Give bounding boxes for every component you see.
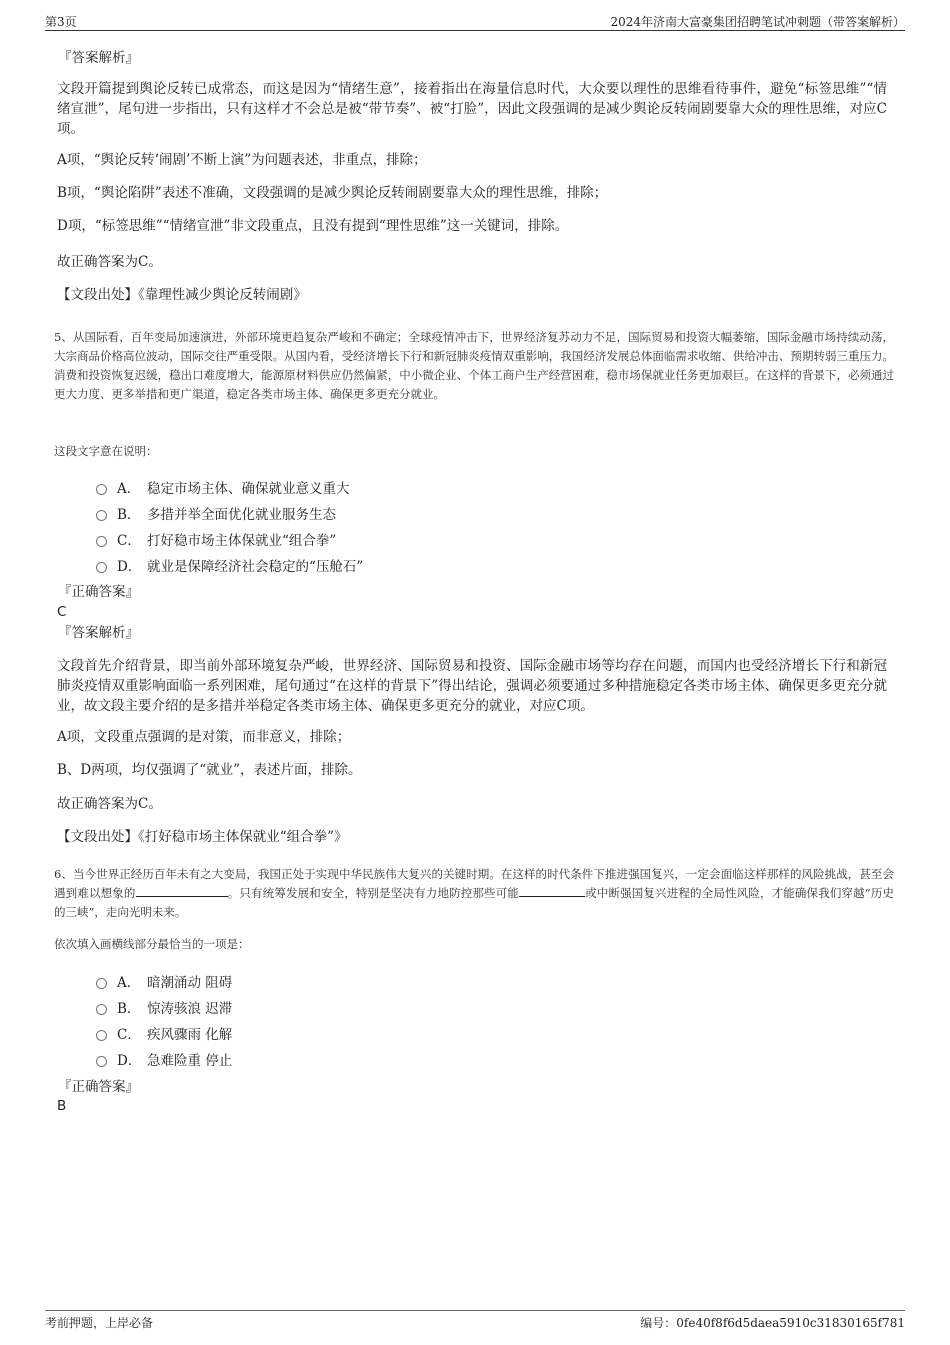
- radio-icon[interactable]: [96, 562, 107, 573]
- footer-slogan: 考前押题，上岸必备: [45, 1316, 154, 1330]
- q6-blank-1[interactable]: [136, 884, 228, 897]
- q6-option-a[interactable]: [96, 970, 232, 992]
- q4-analysis-paragraph: 文段开篇提到舆论反转已成常态，而这是因为“情绪生意”，接着指出在海量信息时代，大众要以理性的思维看待事件，避免“标签思维”“情绪宣泄”，尾句进一步指出，只有这样才不会总是被“带节奏”、被“打脸”，因此文段强调的是减少舆论反转闹剧要靠大众的理性思维，对应C项。: [57, 81, 887, 137]
- q6-option-a-letter: A．: [117, 975, 141, 991]
- q6-option-c[interactable]: [96, 1022, 232, 1044]
- q5-option-a[interactable]: [96, 476, 350, 498]
- q5-stem: 5、从国际看，百年变局加速演进，外部环境更趋复杂严峻和不确定；全球疫情冲击下，世界经济复苏动力不足，国际贸易和投资大幅萎缩，国际金融市场持续动荡，大宗商品价格高位波动，国际交往严重受限。从国内看，受经济增长下行和新冠肺炎疫情双重影响，我国经济发展总体面临需求收缩、供给冲击、预期转弱三重压力。消费和投资恢复迟缓，稳出口难度增大，能源原材料供应仍然偏紧，中小微企业、个体工商户生产经营困难，稳市场保就业任务更加艰巨。在这样的背景下，必须通过更大力度、更多举措和更广渠道，稳定各类市场主体、确保更多更充分就业。: [54, 330, 894, 401]
- q6-option-c-text: 疾风骤雨 化解: [147, 1027, 233, 1043]
- q5-option-c[interactable]: [96, 528, 336, 550]
- q5-option-c-letter: C．: [117, 533, 141, 549]
- q6-answer-label: 『正确答案』: [58, 1079, 139, 1095]
- q5-option-a-text: 稳定市场主体、确保就业意义重大: [147, 481, 350, 497]
- q5-analysis-option-a: A项，文段重点强调的是对策，而非意义，排除；: [57, 729, 351, 745]
- q6-option-d-letter: D．: [117, 1053, 142, 1069]
- radio-icon[interactable]: [96, 1056, 107, 1067]
- q5-prompt: 这段文字意在说明：: [54, 444, 158, 458]
- q6-option-b-letter: B．: [117, 1001, 141, 1017]
- q5-answer: C: [57, 604, 67, 620]
- q6-option-a-text: 暗潮涌动 阻碍: [147, 975, 233, 991]
- radio-icon[interactable]: [96, 1004, 107, 1015]
- q4-source: 【文段出处】《靠理性减少舆论反转闹剧》: [57, 287, 307, 303]
- header-page-number: 第3页: [45, 15, 77, 29]
- q5-option-c-text: 打好稳市场主体保就业“组合拳”: [147, 533, 337, 549]
- q5-option-a-letter: A．: [117, 481, 141, 497]
- q5-answer-label: 『正确答案』: [58, 584, 139, 600]
- q5-option-b-letter: B．: [117, 507, 141, 523]
- q5-option-d-letter: D．: [117, 559, 142, 575]
- q5-analysis-paragraph: 文段首先介绍背景，即当前外部环境复杂严峻，世界经济、国际贸易和投资、国际金融市场等均存在问题，而国内也受经济增长下行和新冠肺炎疫情双重影响面临一系列困难，尾句通过“在这样的背景下”得出结论，强调必须要通过多种措施稳定各类市场主体、确保更多更充分就业，故文段主要介绍的是多措并举稳定各类市场主体、确保更多更充分的就业，对应C项。: [57, 658, 887, 714]
- q6-stem-part3: 或中断强国复兴进程的全局性风险，才能确保我们穿越“历史的三峡”，走向光明未来。: [54, 886, 894, 919]
- q5-analysis-option-bd: B、D两项，均仅强调了“就业”，表述片面，排除。: [57, 762, 362, 778]
- header-document-title: 2024年济南大富豪集团招聘笔试冲刺题（带答案解析）: [610, 15, 905, 29]
- q6-option-c-letter: C．: [117, 1027, 141, 1043]
- q5-source: 【文段出处】《打好稳市场主体保就业“组合拳”》: [57, 829, 348, 845]
- q6-answer: B: [57, 1098, 67, 1114]
- q5-option-b-text: 多措并举全面优化就业服务生态: [147, 507, 336, 523]
- q4-analysis-option-a: A项，“舆论反转‘闹剧’不断上演”为问题表述，非重点，排除；: [57, 152, 427, 168]
- q6-stem-part1: 6、当今世界正经历百年未有之大变局，我国正处于实现中华民族伟大复兴的关键时期。在这样的时代条件下推进强国复兴，一定会面临这样那样的风险挑战，甚至会遇到难以想象的: [54, 867, 894, 900]
- q5-conclusion: 故正确答案为C。: [57, 796, 162, 812]
- footer-serial-number: 编号：0fe40f8f6d5daea5910c31830165f781: [640, 1316, 905, 1330]
- radio-icon[interactable]: [96, 484, 107, 495]
- radio-icon[interactable]: [96, 978, 107, 989]
- header-divider: [45, 30, 905, 31]
- q6-option-b[interactable]: [96, 996, 232, 1018]
- q6-stem: [54, 865, 894, 922]
- q5-option-d-text: 就业是保障经济社会稳定的“压舱石”: [147, 559, 364, 575]
- q6-stem-part2: 。只有统筹发展和安全，特别是坚决有力地防控那些可能: [227, 886, 520, 900]
- radio-icon[interactable]: [96, 536, 107, 547]
- q5-analysis-label: 『答案解析』: [58, 625, 139, 641]
- q6-option-b-text: 惊涛骇浪 迟滞: [147, 1001, 233, 1017]
- q4-analysis-option-b: B项，“舆论陷阱”表述不准确，文段强调的是减少舆论反转闹剧要靠大众的理性思维，排除；: [57, 185, 608, 201]
- radio-icon[interactable]: [96, 1030, 107, 1041]
- q5-option-d[interactable]: [96, 554, 363, 576]
- q6-prompt: 依次填入画横线部分最恰当的一项是：: [54, 937, 250, 951]
- footer-divider: [45, 1310, 905, 1311]
- q5-option-b[interactable]: [96, 502, 336, 524]
- q6-option-d[interactable]: [96, 1048, 232, 1070]
- q6-option-d-text: 急难险重 停止: [147, 1053, 233, 1069]
- q6-blank-2[interactable]: [519, 884, 585, 897]
- q4-analysis-option-d: D项，“标签思维”“情绪宣泄”非文段重点，且没有提到“理性思维”这一关键词，排除。: [57, 218, 569, 234]
- radio-icon[interactable]: [96, 510, 107, 521]
- q4-conclusion: 故正确答案为C。: [57, 254, 162, 270]
- q4-analysis-label: 『答案解析』: [58, 50, 139, 66]
